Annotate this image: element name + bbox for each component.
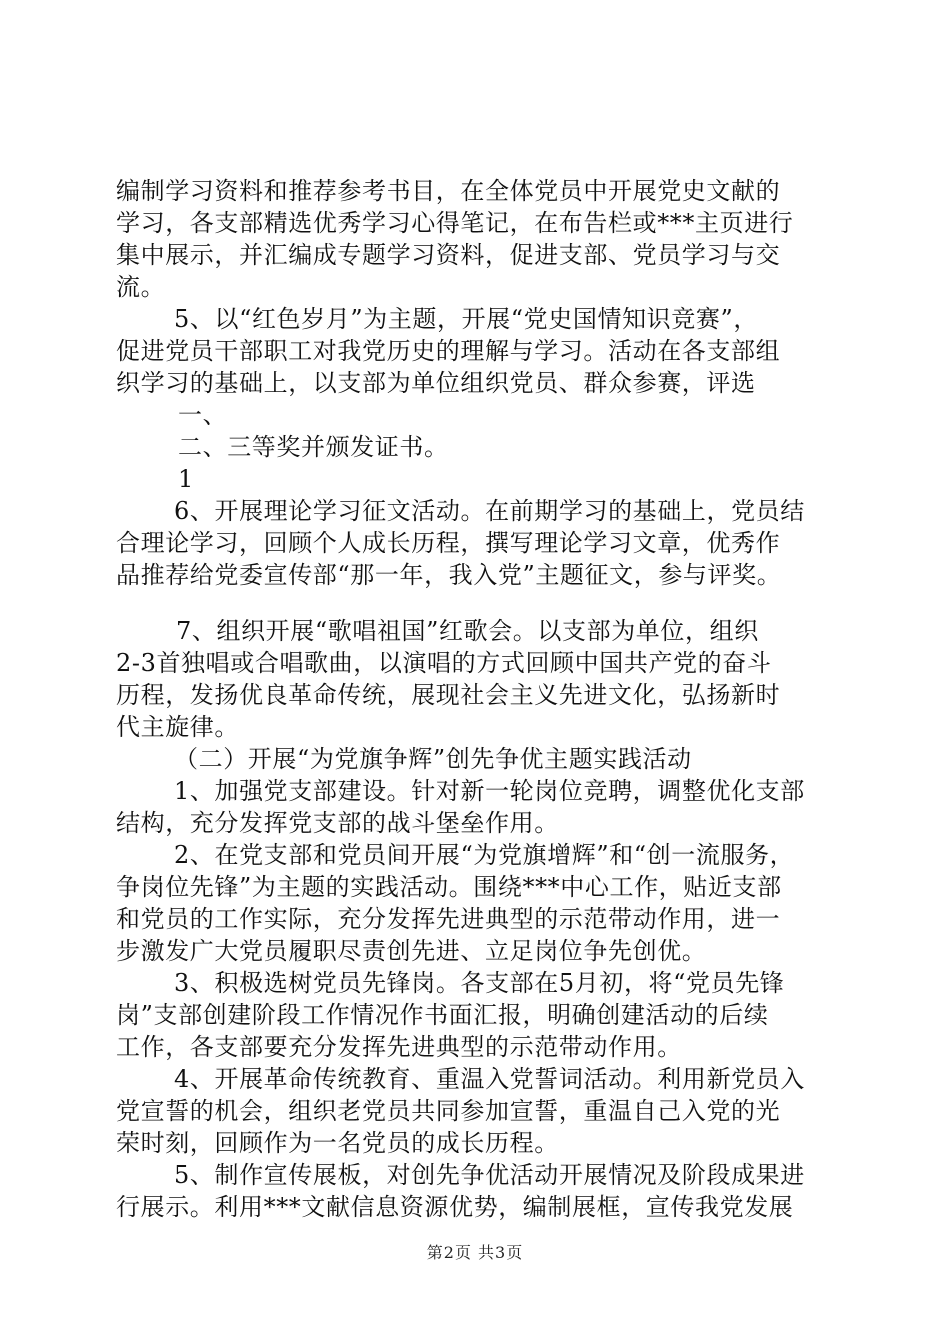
text-line: 5、以“红色岁月”为主题，开展“党史国情知识竞赛”， [174,305,758,333]
text-line: 集中展示，并汇编成专题学习资料，促进支部、党员学习与交 [116,241,781,269]
text-line: 和党员的工作实际，充分发挥先进典型的示范带动作用，进一 [116,905,781,933]
text-line: 2、在党支部和党员间开展“为党旗增辉”和“创一流服务， [174,841,795,869]
text-line: 织学习的基础上，以支部为单位组织党员、群众参赛，评选 [116,369,756,397]
text-line: 6、开展理论学习征文活动。在前期学习的基础上，党员结 [174,497,805,525]
text-line: 代主旋律。 [116,713,239,741]
text-line: 2-3首独唱或合唱歌曲，以演唱的方式回顾中国共产党的奋斗 [116,649,772,677]
text-line: 4、开展革命传统教育、重温入党誓词活动。利用新党员入 [174,1065,805,1093]
text-line: 荣时刻，回顾作为一名党员的成长历程。 [116,1129,559,1157]
text-line: 流。 [116,273,166,301]
text-line: 合理论学习，回顾个人成长历程，撰写理论学习文章，优秀作 [116,529,781,557]
text-line: 步激发广大党员履职尽责创先进、立足岗位争先创优。 [116,937,707,965]
page-number-inline: 1 [178,465,194,493]
text-line: 7、组织开展“歌唱祖国”红歌会。以支部为单位，组织 [176,617,759,645]
text-line: 结构，充分发挥党支部的战斗堡垒作用。 [116,809,559,837]
text-line: 历程，发扬优良革命传统，展现社会主义先进文化，弘扬新时 [116,681,781,709]
text-line: 工作，各支部要充分发挥先进典型的示范带动作用。 [116,1033,682,1061]
text-line: 品推荐给党委宣传部“那一年，我入党”主题征文，参与评奖。 [116,561,782,589]
text-line: 行展示。利用***文献信息资源优势，编制展框，宣传我党发展 [116,1193,794,1221]
section-heading: （二）开展“为党旗争辉”创先争优主题实践活动 [174,745,692,773]
text-line: 争岗位先锋”为主题的实践活动。围绕***中心工作，贴近支部 [116,873,782,901]
text-line: 党宣誓的机会，组织老党员共同参加宣誓，重温自己入党的光 [116,1097,781,1125]
page-footer: 第2页 共3页 [426,1243,524,1262]
text-line: 1、加强党支部建设。针对新一轮岗位竞聘，调整优化支部 [174,777,805,805]
text-line: 岗”支部创建阶段工作情况作书面汇报，明确创建活动的后续 [116,1001,769,1029]
text-line: 一、 [178,401,228,429]
text-line: 5、制作宣传展板，对创先争优活动开展情况及阶段成果进 [174,1161,805,1189]
text-line: 学习，各支部精选优秀学习心得笔记，在布告栏或***主页进行 [116,209,794,237]
text-line: 二、三等奖并颁发证书。 [178,433,449,461]
text-line: 促进党员干部职工对我党历史的理解与学习。活动在各支部组 [116,337,781,365]
text-line: 3、积极选树党员先锋岗。各支部在5月初，将“党员先锋 [174,969,785,997]
text-line: 编制学习资料和推荐参考书目，在全体党员中开展党史文献的 [116,177,781,205]
